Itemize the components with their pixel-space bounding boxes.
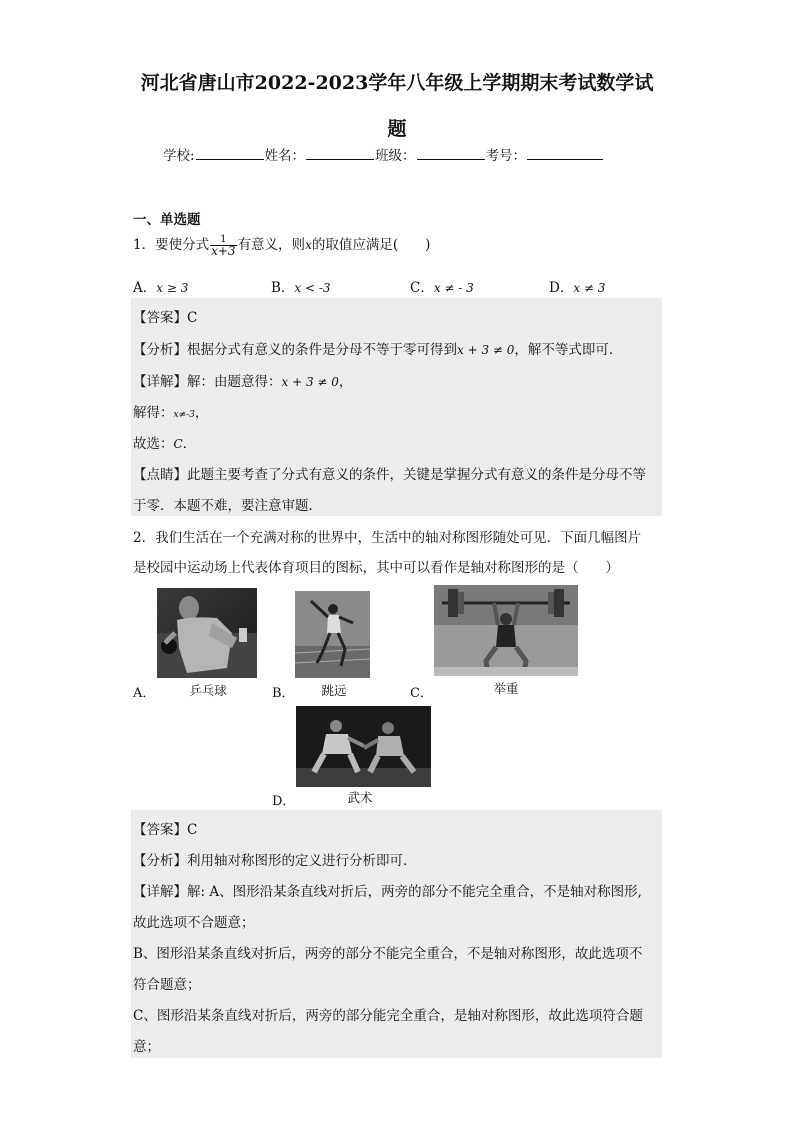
q1-comment-line1: 【点睛】此题主要考查了分式有意义的条件，关键是掌握分式有意义的条件是分母不等 — [133, 467, 646, 483]
analysis-text-2: ，解不等式即可． — [514, 342, 623, 358]
q1-option-c[interactable] — [410, 276, 474, 296]
name-label: 姓名： — [264, 148, 306, 164]
choose-text-2: ． — [182, 436, 197, 452]
detail-math: x + 3 ≠ 0 — [281, 375, 339, 389]
q2-option-a-label[interactable]: A． — [133, 686, 156, 701]
option-label: B． — [271, 280, 295, 296]
option-label: C． — [410, 280, 434, 296]
detail-text-2: ， — [338, 374, 353, 390]
martial-arts-image[interactable] — [296, 706, 431, 787]
question-2-stem-line1: 2．我们生活在一个充满对称的世界中，生活中的轴对称图形随处可见．下面几幅图片 — [133, 530, 642, 546]
fraction-numerator: 1 — [220, 234, 227, 245]
q2-analysis: 【分析】利用轴对称图形的定义进行分析即可． — [133, 853, 417, 869]
q1-variable: x — [305, 238, 312, 252]
detail-text: 【详解】解：由题意得： — [133, 374, 282, 390]
q2-detail-line1: 【详解】解: A、图形沿某条直线对折后，两旁的部分不能完全重合，不是轴对称图形, — [133, 884, 642, 900]
q2-option-d-label[interactable]: D． — [272, 794, 296, 809]
solve-math: x≠-3 — [173, 410, 195, 420]
analysis-text: 【分析】根据分式有意义的条件是分母不等于零可得到 — [133, 342, 457, 358]
q1-solution-panel — [131, 298, 662, 516]
weightlifting-caption: 举重 — [493, 681, 519, 696]
option-expr: x ≠ - 3 — [433, 281, 474, 295]
solve-text-2: ， — [194, 405, 209, 421]
analysis-math: x + 3 ≠ 0 — [457, 343, 515, 357]
fraction — [210, 234, 236, 257]
class-field[interactable] — [417, 147, 485, 160]
q1-option-a[interactable] — [133, 276, 188, 296]
q2-detail-line4: 符合题意； — [133, 977, 201, 993]
q2-answer: 【答案】C — [133, 822, 198, 838]
option-label: D． — [549, 280, 574, 296]
student-info-row — [163, 144, 604, 164]
school-label: 学校: — [163, 148, 195, 164]
question-1-stem — [133, 233, 430, 257]
q1-stem-text: 1．要使分式 — [133, 237, 210, 253]
q2-option-c-label[interactable]: C． — [410, 686, 433, 701]
choose-math: C — [173, 437, 183, 451]
number-label: 考号： — [485, 148, 527, 164]
class-label: 班级： — [375, 148, 416, 164]
option-expr: x ≥ 3 — [156, 281, 189, 295]
page-title-continued: 题 — [387, 118, 407, 140]
q2-detail-line5: C、图形沿某条直线对折后，两旁的部分能完全重合，是轴对称图形，故此选项符合题 — [133, 1008, 643, 1024]
table-tennis-caption: 乒乓球 — [189, 683, 227, 698]
school-field[interactable] — [196, 147, 264, 160]
q2-option-b-label[interactable]: B． — [272, 686, 295, 701]
question-2-stem-line2: 是校园中运动场上代表体育项目的图标，其中可以看作是轴对称图形的是（ ） — [133, 560, 619, 576]
number-field[interactable] — [527, 147, 603, 160]
q2-detail-line6: 意； — [133, 1039, 160, 1055]
q1-comment-line2: 于零．本题不难，要注意审题． — [133, 498, 322, 514]
q2-detail-line2: 故此选项不合题意； — [133, 915, 255, 931]
option-label: A． — [133, 280, 157, 296]
q1-stem-text-2: 有意义，则 — [237, 237, 306, 253]
q1-answer: 【答案】C — [133, 310, 198, 326]
fraction-denominator: x+3 — [211, 244, 236, 258]
choose-text: 故选： — [133, 436, 174, 452]
q1-solve — [133, 401, 208, 421]
q1-stem-text-3: 的取值应满足( ) — [311, 237, 431, 253]
q1-option-d[interactable] — [549, 276, 605, 296]
option-expr: x < -3 — [294, 281, 331, 295]
section-heading: 一、单选题 — [133, 212, 201, 228]
martial-arts-caption: 武术 — [347, 790, 373, 805]
q1-detail — [133, 370, 352, 390]
long-jump-caption: 跳远 — [321, 683, 347, 698]
name-field[interactable] — [306, 147, 374, 160]
q1-option-b[interactable] — [271, 276, 331, 296]
weightlifting-image[interactable] — [434, 585, 578, 676]
option-expr: x ≠ 3 — [573, 281, 606, 295]
q2-detail-line3: B、图形沿某条直线对折后，两旁的部分不能完全重合，不是轴对称图形，故此选项不 — [133, 946, 643, 962]
long-jump-image[interactable] — [295, 591, 370, 678]
q1-choose — [133, 432, 196, 452]
table-tennis-image[interactable] — [157, 588, 257, 678]
solve-text: 解得： — [133, 405, 174, 421]
page-title: 河北省唐山市2022-2023学年八年级上学期期末考试数学试 — [140, 72, 654, 94]
q1-analysis — [133, 338, 622, 358]
